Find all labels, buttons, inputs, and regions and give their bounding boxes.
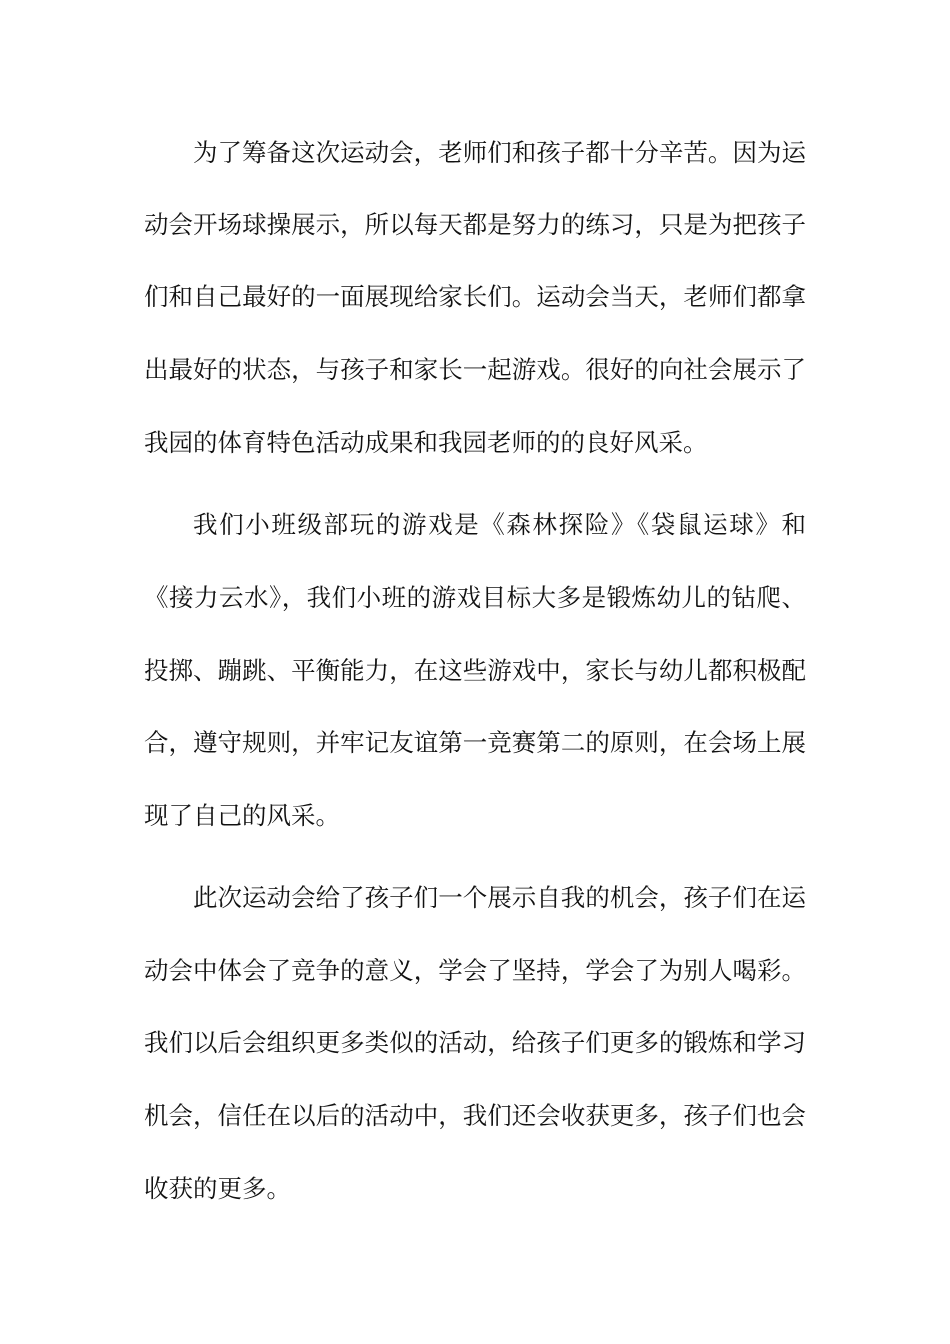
paragraph-3-line-2: 动会中体会了竞争的意义，学会了坚持，学会了为别人喝彩。 <box>144 956 806 985</box>
paragraph-2-line-3: 投掷、蹦跳、平衡能力，在这些游戏中，家长与幼儿都积极配 <box>144 656 806 685</box>
paragraph-2-line-1: 我们小班级部玩的游戏是《森林探险》《袋鼠运球》和 <box>193 510 806 539</box>
paragraph-2-line-2: 《接力云水》，我们小班的游戏目标大多是锻炼幼儿的钻爬、 <box>144 583 806 612</box>
paragraph-3-line-3: 我们以后会组织更多类似的活动，给孩子们更多的锻炼和学习 <box>144 1028 806 1057</box>
paragraph-3-line-5: 收获的更多。 <box>144 1174 291 1203</box>
paragraph-3-line-1: 此次运动会给了孩子们一个展示自我的机会，孩子们在运 <box>193 883 806 912</box>
paragraph-1-line-1: 为了筹备这次运动会，老师们和孩子都十分辛苦。因为运 <box>193 138 806 167</box>
paragraph-1-line-5: 我园的体育特色活动成果和我园老师的的良好风采。 <box>144 428 708 457</box>
paragraph-2-line-4: 合，遵守规则，并牢记友谊第一竞赛第二的原则，在会场上展 <box>144 728 806 757</box>
paragraph-1-line-2: 动会开场球操展示，所以每天都是努力的练习，只是为把孩子 <box>144 210 806 239</box>
paragraph-1-line-3: 们和自己最好的一面展现给家长们。运动会当天，老师们都拿 <box>144 282 806 311</box>
paragraph-3-line-4: 机会，信任在以后的活动中，我们还会收获更多，孩子们也会 <box>144 1101 806 1130</box>
paragraph-2-line-5: 现了自己的风采。 <box>144 801 340 830</box>
paragraph-1-line-4: 出最好的状态，与孩子和家长一起游戏。很好的向社会展示了 <box>144 355 806 384</box>
